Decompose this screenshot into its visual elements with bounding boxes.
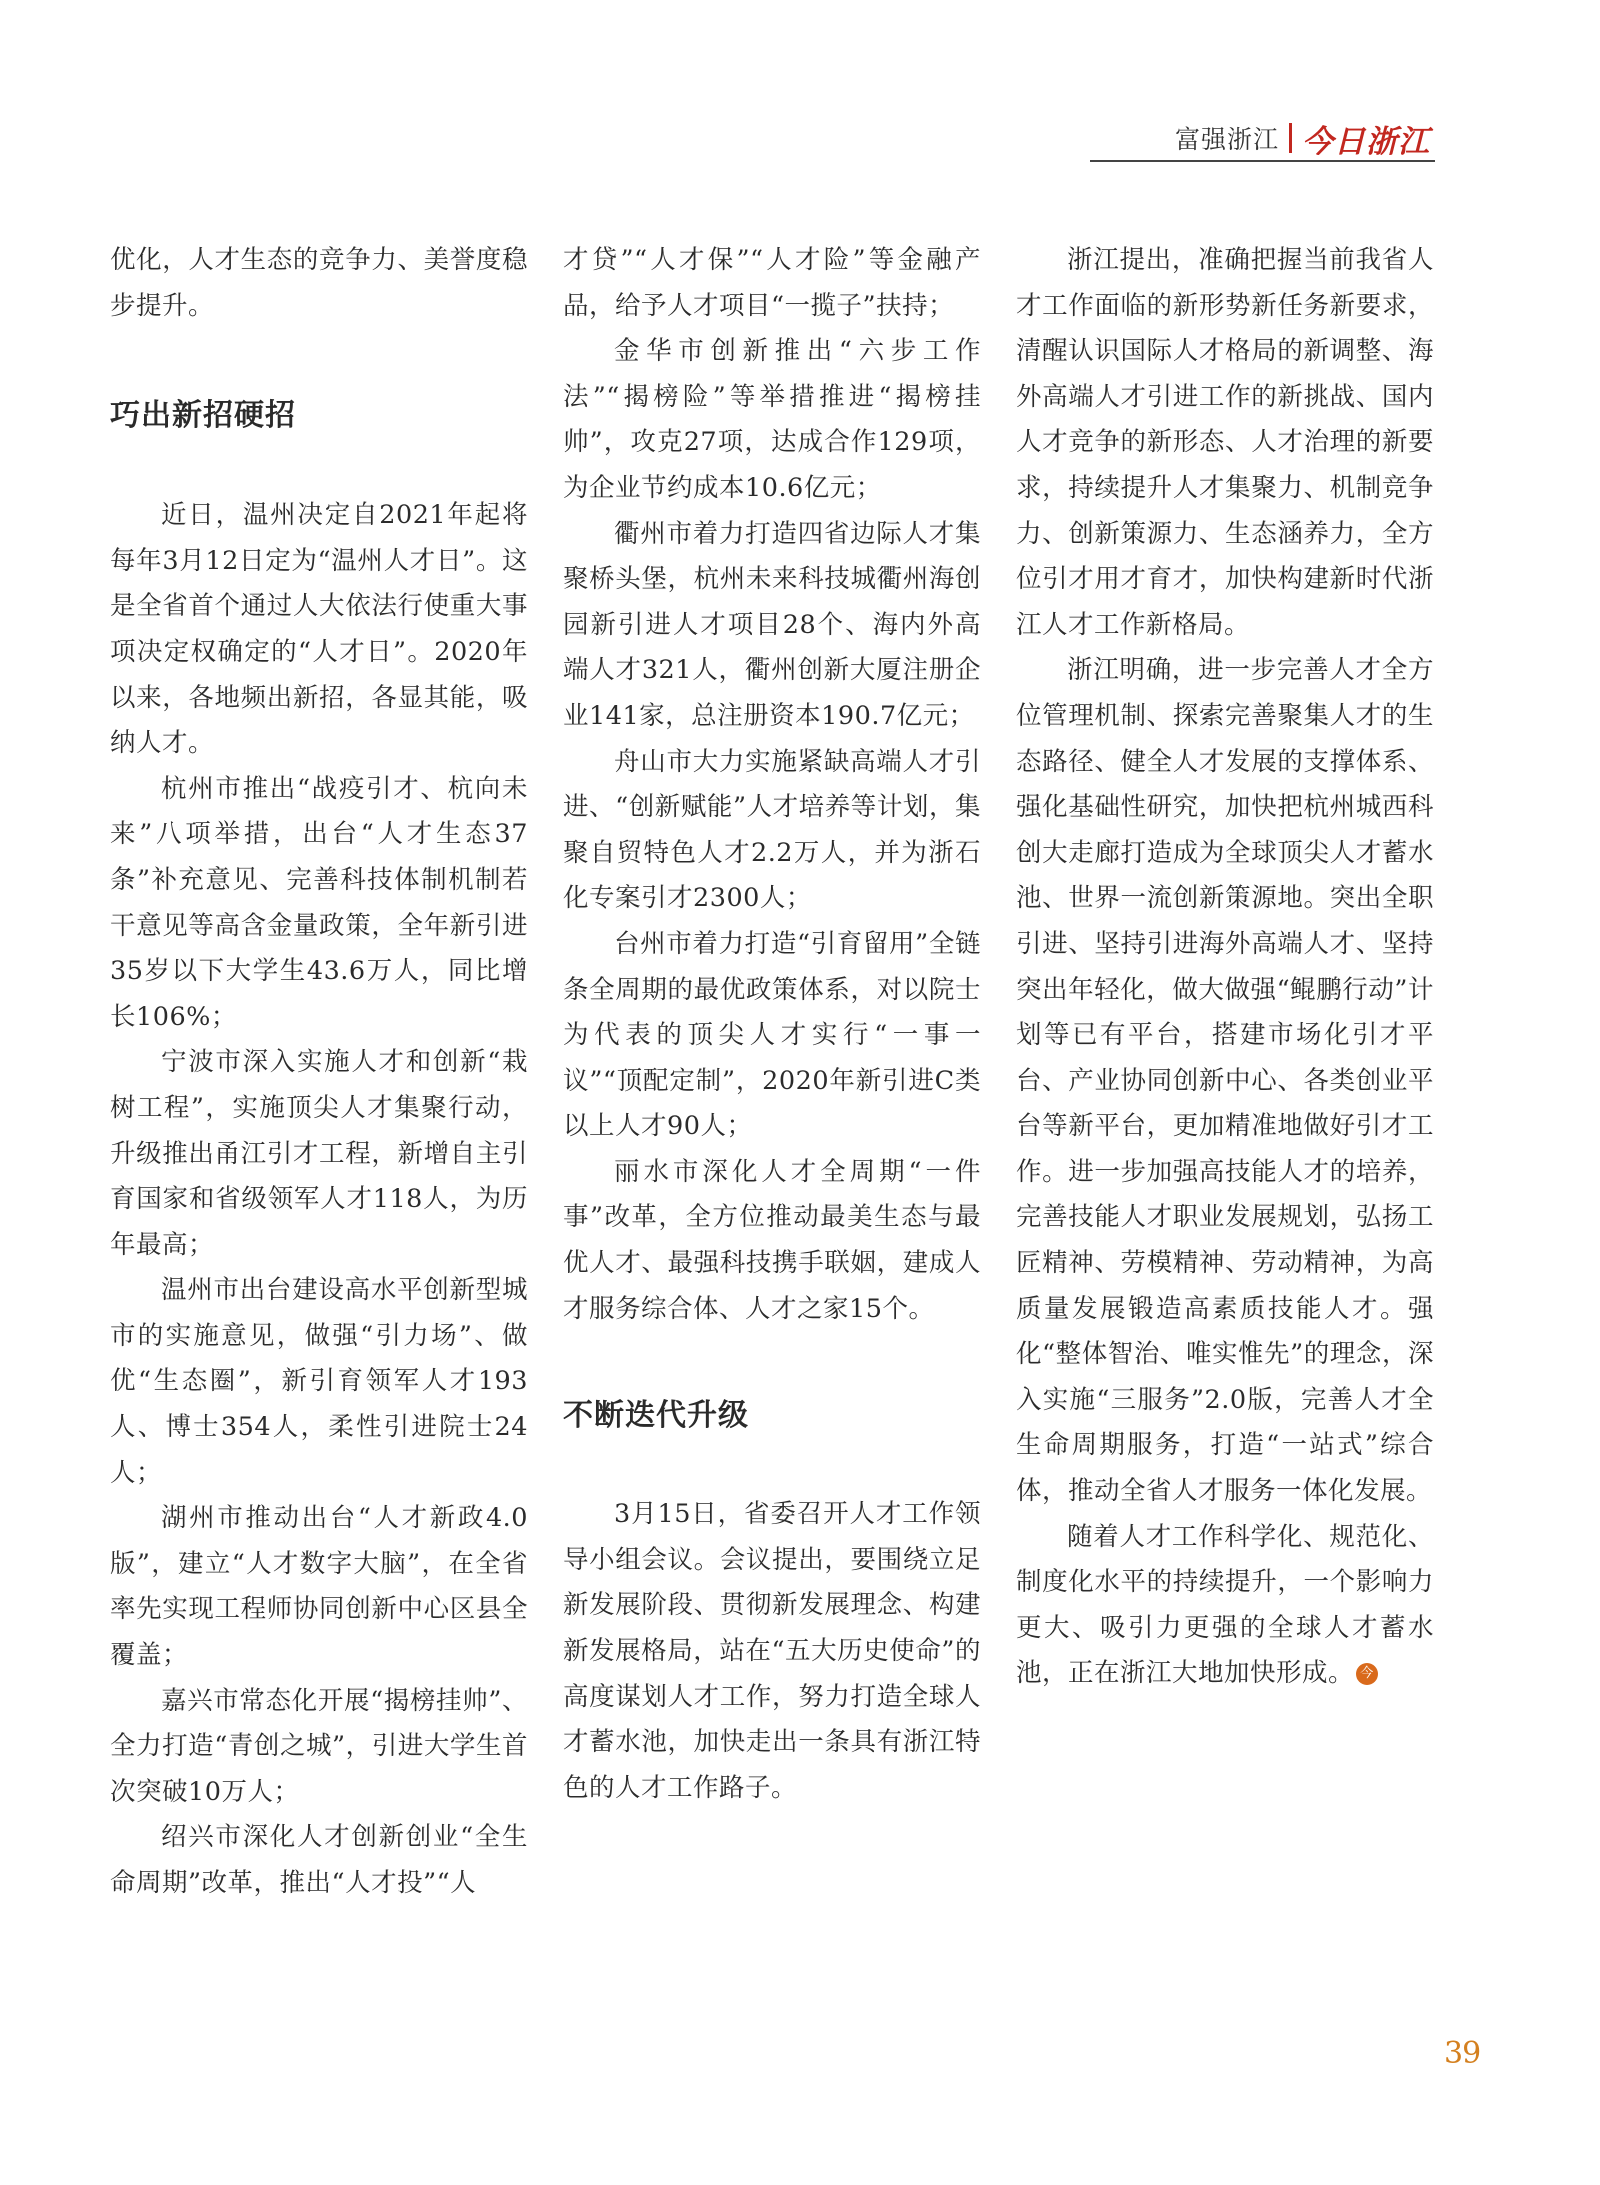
paragraph: 金华市创新推出“六步工作法”“揭榜险”等举措推进“揭榜挂帅”，攻克27项，达成合作129项，为企业节约成本10.6亿元；: [563, 336, 981, 503]
paragraph: 衢州市着力打造四省边际人才集聚桥头堡，杭州未来科技城衢州海创园新引进人才项目28个、海内外高端人才321人，衢州创新大厦注册企业141家，总注册资本190.7亿元；: [563, 518, 981, 731]
paragraph: 舟山市大力实施紧缺高端人才引进、“创新赋能”人才培养等计划，集聚自贸特色人才2.2万人，并为浙石化专案引才2300人；: [563, 746, 981, 914]
page-header: [1175, 118, 1430, 158]
paragraph: 丽水市深化人才全周期“一件事”改革，全方位推动最美生态与最优人才、最强科技携手联姻，建成人才服务综合体、人才之家15个。: [563, 1156, 981, 1324]
paragraph: 绍兴市深化人才创新创业“全生命周期”改革，推出“人才投”“人: [110, 1822, 528, 1898]
paragraph: 温州市出台建设高水平创新型城市的实施意见，做强“引力场”、做优“生态圈”，新引育领军人才193人、博士354人，柔性引进院士24人；: [110, 1275, 528, 1488]
section-heading: 不断迭代升级: [563, 1398, 749, 1434]
column-1: [110, 238, 528, 1907]
paragraph-text: 随着人才工作科学化、规范化、制度化水平的持续提升，一个影响力更大、吸引力更强的全球人才蓄水池，正在浙江大地加快形成。: [1016, 1521, 1434, 1689]
column-3: [1016, 238, 1434, 1697]
header-rule: [1090, 160, 1435, 162]
paragraph: 浙江明确，进一步完善人才全方位管理机制、探索完善聚集人才的生态路径、健全人才发展的支撑体系、强化基础性研究，加快把杭州城西科创大走廊打造成为全球顶尖人才蓄水池、世界一流创新策源地。突出全职引进、坚持引进海外高端人才、坚持突出年轻化，做大做强“鲲鹏行动”计划等已有平台，搭建市场化引才平台、产业协同创新中心、各类创业平台等新平台，更加精准地做好引才工作。进一步加强高技能人才的培养，完善技能人才职业发展规划，弘扬工匠精神、劳模精神、劳动精神，为高质量发展锻造高素质技能人才。强化“整体智治、唯实惟先”的理念，深入实施“三服务”2.0版，完善人才全生命周期服务，打造“一站式”综合体，推动全省人才服务一体化发展。: [1016, 655, 1434, 1507]
end-mark-icon: 今: [1356, 1663, 1378, 1685]
header-divider: [1289, 123, 1292, 153]
page-number: 39: [1444, 2036, 1481, 2071]
paragraph: 湖州市推动出台“人才新政4.0版”，建立“人才数字大脑”，在全省率先实现工程师协同创新中心区县全覆盖；: [110, 1503, 528, 1671]
section-heading: 巧出新招硬招: [110, 398, 296, 434]
paragraph: 宁波市深入实施人才和创新“栽树工程”，实施顶尖人才集聚行动，升级推出甬江引才工程，新增自主引育国家和省级领军人才118人，为历年最高；: [110, 1047, 528, 1260]
paragraph: 优化，人才生态的竞争力、美誉度稳步提升。: [110, 245, 528, 321]
paragraph-final: [1016, 1515, 1434, 1697]
paragraph: 嘉兴市常态化开展“揭榜挂帅”、全力打造“青创之城”，引进大学生首次突破10万人；: [110, 1685, 528, 1807]
section-title: 富强浙江: [1174, 125, 1279, 154]
paragraph: 杭州市推出“战疫引才、杭向未来”八项举措，出台“人才生态37条”补充意见、完善科技体制机制若干意见等高含金量政策，全年新引进35岁以下大学生43.6万人，同比增长106%；: [110, 773, 528, 1032]
paragraph: 台州市着力打造“引育留用”全链条全周期的最优政策体系，对以院士为代表的顶尖人才实行“一事一议”“顶配定制”，2020年新引进C类以上人才90人；: [563, 928, 981, 1142]
column-2: [563, 238, 981, 1811]
magazine-logo: 今日浙江: [1302, 123, 1430, 160]
paragraph: 近日，温州决定自2021年起将每年3月12日定为“温州人才日”。这是全省首个通过人大依法行使重大事项决定权确定的“人才日”。2020年以来，各地频出新招，各显其能，吸纳人才。: [110, 500, 528, 759]
paragraph: 3月15日，省委召开人才工作领导小组会议。会议提出，要围绕立足新发展阶段、贯彻新发展理念、构建新发展格局，站在“五大历史使命”的高度谋划人才工作，努力打造全球人才蓄水池，加快走出一条具有浙江特色的人才工作路子。: [563, 1499, 981, 1803]
paragraph: 浙江提出，准确把握当前我省人才工作面临的新形势新任务新要求，清醒认识国际人才格局的新调整、海外高端人才引进工作的新挑战、国内人才竞争的新形态、人才治理的新要求，持续提升人才集聚力、机制竞争力、创新策源力、生态涵养力，全方位引才用才育才，加快构建新时代浙江人才工作新格局。: [1016, 245, 1434, 640]
paragraph: 才贷”“人才保”“人才险”等金融产品，给予人才项目“一揽子”扶持；: [563, 245, 981, 321]
